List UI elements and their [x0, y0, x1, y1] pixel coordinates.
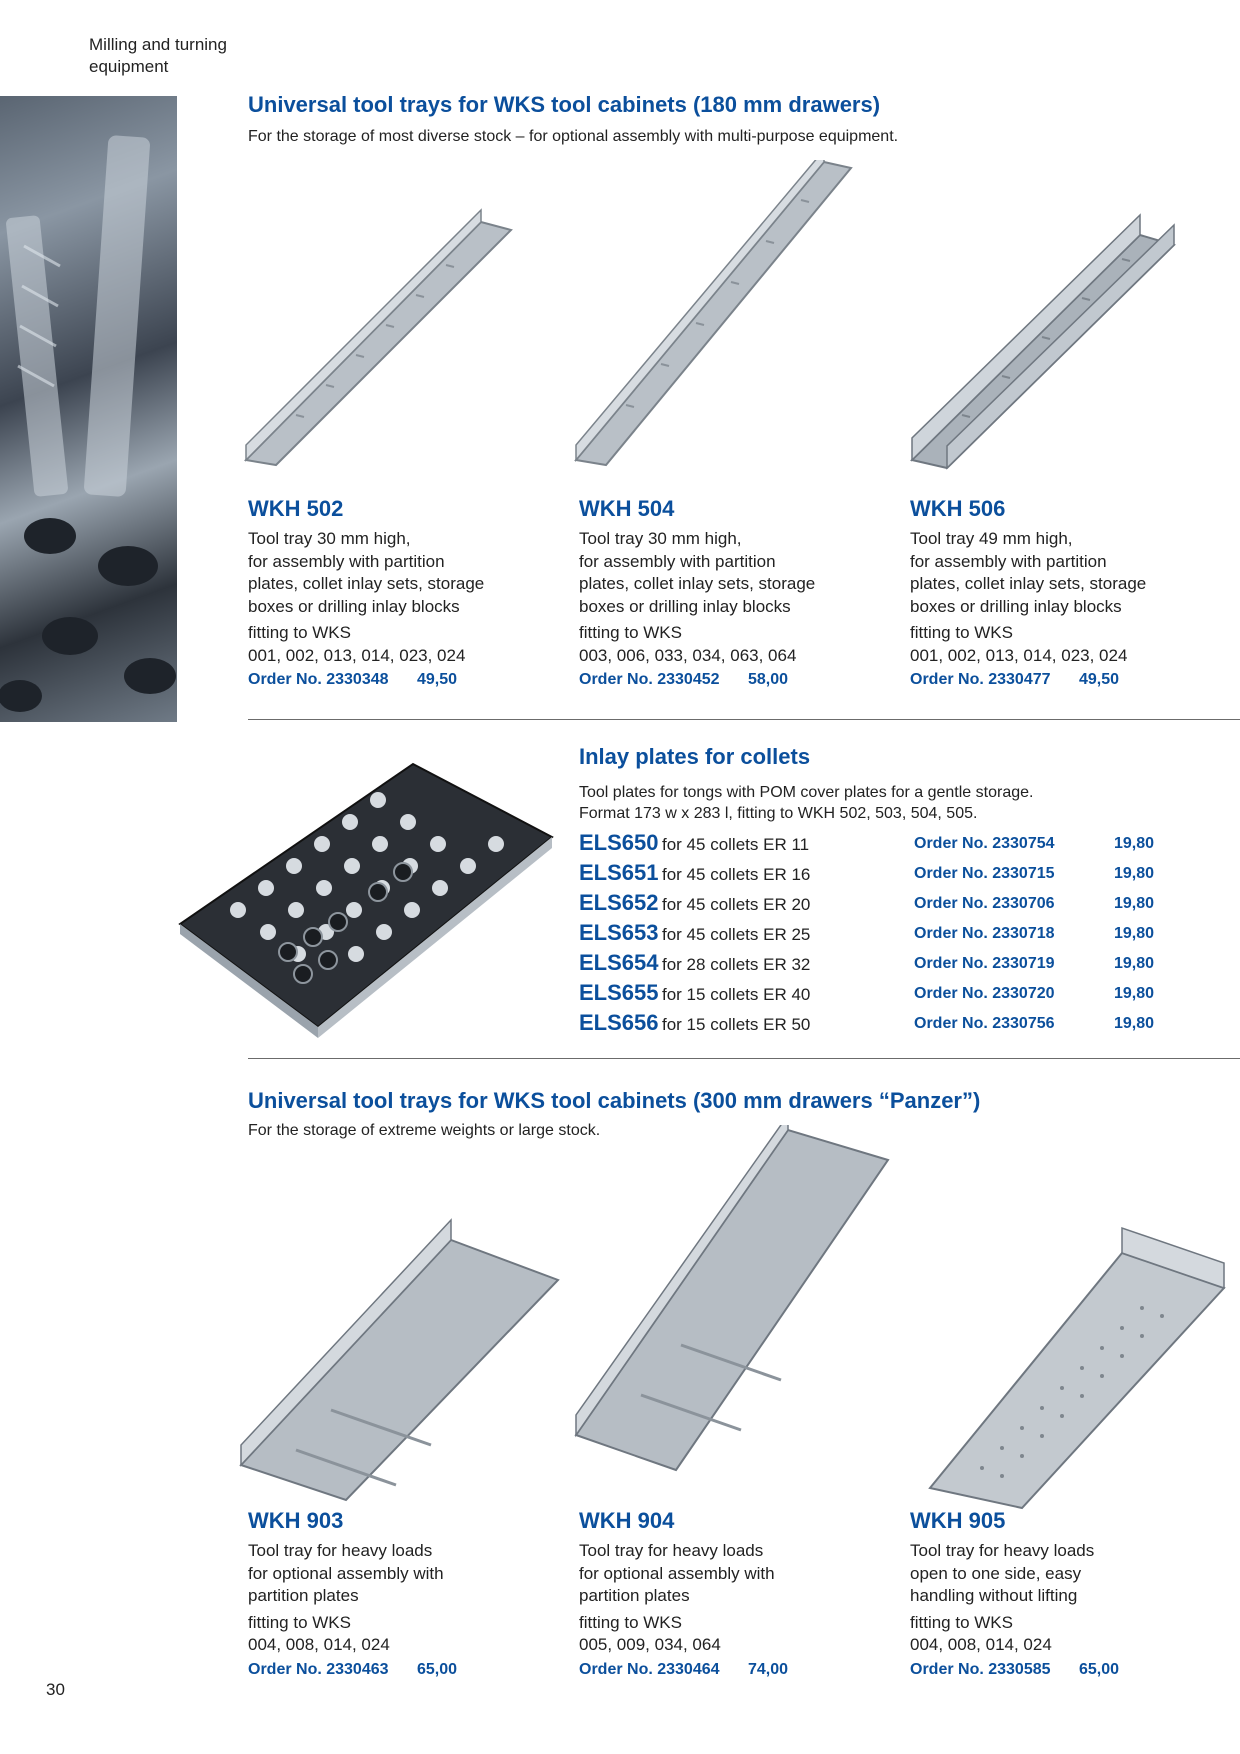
category-header — [89, 34, 227, 78]
desc-line: boxes or drilling inlay blocks — [579, 596, 791, 616]
order-line — [248, 671, 548, 689]
fitting-info — [910, 1612, 1210, 1657]
price: 19,80 — [1114, 895, 1155, 912]
fitting-info — [579, 1612, 879, 1657]
item-description: for 15 collets ER 50 — [662, 1015, 811, 1034]
order-number: Order No. 2330452 — [579, 671, 720, 688]
fitting-label: fitting to WKS — [248, 623, 351, 642]
section1-subtitle: For the storage of most diverse stock – for optional assembly with multi-purpose equipment. — [248, 128, 899, 145]
list-item-els656 — [579, 1010, 1164, 1040]
desc-line: plates, collet inlay sets, storage — [579, 574, 816, 593]
desc-line: partition plates — [248, 1586, 359, 1605]
item-description: for 28 collets ER 32 — [662, 955, 811, 974]
item-description: for 45 collets ER 20 — [662, 895, 811, 914]
price: 19,80 — [1114, 985, 1155, 1002]
product-name: WKH 506 — [910, 496, 1006, 521]
item-code: ELS651 — [579, 860, 659, 885]
price: 19,80 — [1114, 955, 1155, 972]
list-item-els652 — [579, 890, 1164, 920]
product-name: WKH 903 — [248, 1508, 344, 1533]
section1-title: Universal tool trays for WKS tool cabinets (180 mm drawers) — [248, 92, 881, 117]
desc-line: for assembly with partition — [910, 551, 1107, 571]
product-wkh903 — [248, 1508, 548, 1679]
product-description — [579, 1540, 879, 1608]
price: 19,80 — [1114, 835, 1155, 852]
item-code: ELS654 — [579, 950, 659, 975]
order-number: Order No. 2330754 — [914, 835, 1055, 852]
price: 19,80 — [1114, 925, 1155, 942]
section2-desc-line-2: Format 173 w x 283 l, fitting to WKH 502, 503, 504, 505. — [579, 805, 978, 822]
wkh506-image — [902, 210, 1182, 475]
product-wkh506 — [910, 496, 1210, 689]
desc-line: open to one side, easy — [910, 1563, 1082, 1583]
order-number: Order No. 2330756 — [914, 1015, 1055, 1032]
category-line-1: Milling and turning — [89, 35, 227, 54]
fitting-values: 005, 009, 034, 064 — [579, 1635, 721, 1654]
fitting-label: fitting to WKS — [910, 623, 1013, 642]
fitting-values: 001, 002, 013, 014, 023, 024 — [248, 645, 466, 665]
price: 65,00 — [1078, 1660, 1120, 1678]
list-item-els655 — [579, 980, 1164, 1010]
collet-inlay-plate-image — [178, 752, 558, 1042]
page-number: 30 — [46, 1680, 65, 1699]
desc-line: boxes or drilling inlay blocks — [910, 596, 1122, 616]
section3-subtitle: For the storage of extreme weights or large stock. — [248, 1122, 601, 1139]
order-line — [910, 1661, 1210, 1679]
item-code: ELS656 — [579, 1010, 659, 1035]
product-description — [579, 528, 879, 618]
list-item-els653 — [579, 920, 1164, 950]
product-description — [910, 1540, 1210, 1608]
item-description: for 45 collets ER 16 — [662, 865, 811, 884]
fitting-info — [248, 622, 548, 667]
price: 19,80 — [1114, 1015, 1155, 1032]
product-name: WKH 502 — [248, 496, 344, 521]
order-number: Order No. 2330477 — [910, 671, 1051, 688]
section2-title: Inlay plates for collets — [579, 744, 811, 769]
fitting-values: 003, 006, 033, 034, 063, 064 — [579, 645, 797, 665]
order-number: Order No. 2330706 — [914, 895, 1055, 912]
fitting-info — [910, 622, 1210, 667]
fitting-label: fitting to WKS — [579, 1612, 682, 1632]
order-number: Order No. 2330720 — [914, 985, 1055, 1002]
fitting-info — [248, 1612, 548, 1657]
desc-line: boxes or drilling inlay blocks — [248, 596, 460, 616]
section2-desc-line-1: Tool plates for tongs with POM cover plates for a gentle storage. — [579, 784, 1034, 801]
section3-title: Universal tool trays for WKS tool cabinets (300 mm drawers “Panzer”) — [248, 1088, 981, 1113]
product-name: WKH 905 — [910, 1508, 1006, 1533]
price: 74,00 — [747, 1660, 789, 1678]
fitting-info — [579, 622, 879, 667]
product-description — [248, 528, 548, 618]
desc-line: Tool tray for heavy loads — [910, 1541, 1095, 1560]
order-line — [579, 671, 879, 689]
item-description: for 15 collets ER 40 — [662, 985, 811, 1004]
price: 58,00 — [747, 671, 789, 688]
wkh903-image — [236, 1200, 566, 1510]
order-number: Order No. 2330348 — [248, 671, 389, 688]
item-code: ELS653 — [579, 920, 659, 945]
desc-line: plates, collet inlay sets, storage — [248, 574, 485, 593]
order-line — [910, 671, 1210, 689]
order-number: Order No. 2330719 — [914, 955, 1055, 972]
order-number: Order No. 2330715 — [914, 865, 1055, 882]
list-item-els651 — [579, 860, 1164, 890]
product-name: WKH 504 — [579, 496, 675, 521]
desc-line: plates, collet inlay sets, storage — [910, 574, 1147, 593]
wkh502-image — [236, 160, 516, 470]
section2-description — [579, 782, 1033, 824]
section-divider — [248, 719, 1240, 720]
order-number: Order No. 2330718 — [914, 925, 1055, 942]
desc-line: Tool tray for heavy loads — [579, 1541, 764, 1560]
wkh905-image — [902, 1208, 1232, 1513]
product-description — [910, 528, 1210, 618]
desc-line: Tool tray for heavy loads — [248, 1541, 433, 1560]
product-description — [248, 1540, 548, 1608]
order-number: Order No. 2330464 — [579, 1660, 720, 1678]
wkh904-image — [566, 1125, 896, 1510]
list-item-els650 — [579, 830, 1164, 860]
item-code: ELS652 — [579, 890, 659, 915]
list-item-els654 — [579, 950, 1164, 980]
category-line-2: equipment — [89, 57, 169, 76]
order-number: Order No. 2330463 — [248, 1660, 389, 1678]
price: 19,80 — [1114, 865, 1155, 882]
product-name: WKH 904 — [579, 1508, 675, 1533]
fitting-label: fitting to WKS — [910, 1612, 1013, 1632]
sidebar-tool-photo — [0, 96, 177, 722]
desc-line: Tool tray 49 mm high, — [910, 529, 1073, 548]
item-description: for 45 collets ER 25 — [662, 925, 811, 944]
item-description: for 45 collets ER 11 — [662, 835, 810, 854]
desc-line: for assembly with partition — [248, 551, 445, 571]
product-wkh504 — [579, 496, 879, 689]
order-number: Order No. 2330585 — [910, 1660, 1051, 1678]
desc-line: Tool tray 30 mm high, — [579, 529, 742, 548]
fitting-values: 004, 008, 014, 024 — [910, 1635, 1052, 1654]
item-code: ELS650 — [579, 830, 659, 855]
desc-line: for assembly with partition — [579, 551, 776, 571]
product-wkh904 — [579, 1508, 879, 1679]
item-code: ELS655 — [579, 980, 659, 1005]
desc-line: Tool tray 30 mm high, — [248, 529, 411, 548]
product-wkh905 — [910, 1508, 1210, 1679]
desc-line: for optional assembly with — [248, 1563, 444, 1583]
fitting-label: fitting to WKS — [248, 1612, 351, 1632]
price: 49,50 — [416, 671, 458, 688]
price: 49,50 — [1078, 671, 1120, 688]
order-line — [248, 1661, 548, 1679]
section-divider — [248, 1058, 1240, 1059]
product-wkh502 — [248, 496, 548, 689]
price: 65,00 — [416, 1660, 458, 1678]
fitting-values: 004, 008, 014, 024 — [248, 1635, 390, 1654]
fitting-values: 001, 002, 013, 014, 023, 024 — [910, 645, 1128, 665]
order-line — [579, 1661, 879, 1679]
wkh504-image — [566, 160, 856, 470]
desc-line: partition plates — [579, 1586, 690, 1605]
desc-line: for optional assembly with — [579, 1563, 775, 1583]
desc-line: handling without lifting — [910, 1586, 1078, 1605]
fitting-label: fitting to WKS — [579, 623, 682, 642]
